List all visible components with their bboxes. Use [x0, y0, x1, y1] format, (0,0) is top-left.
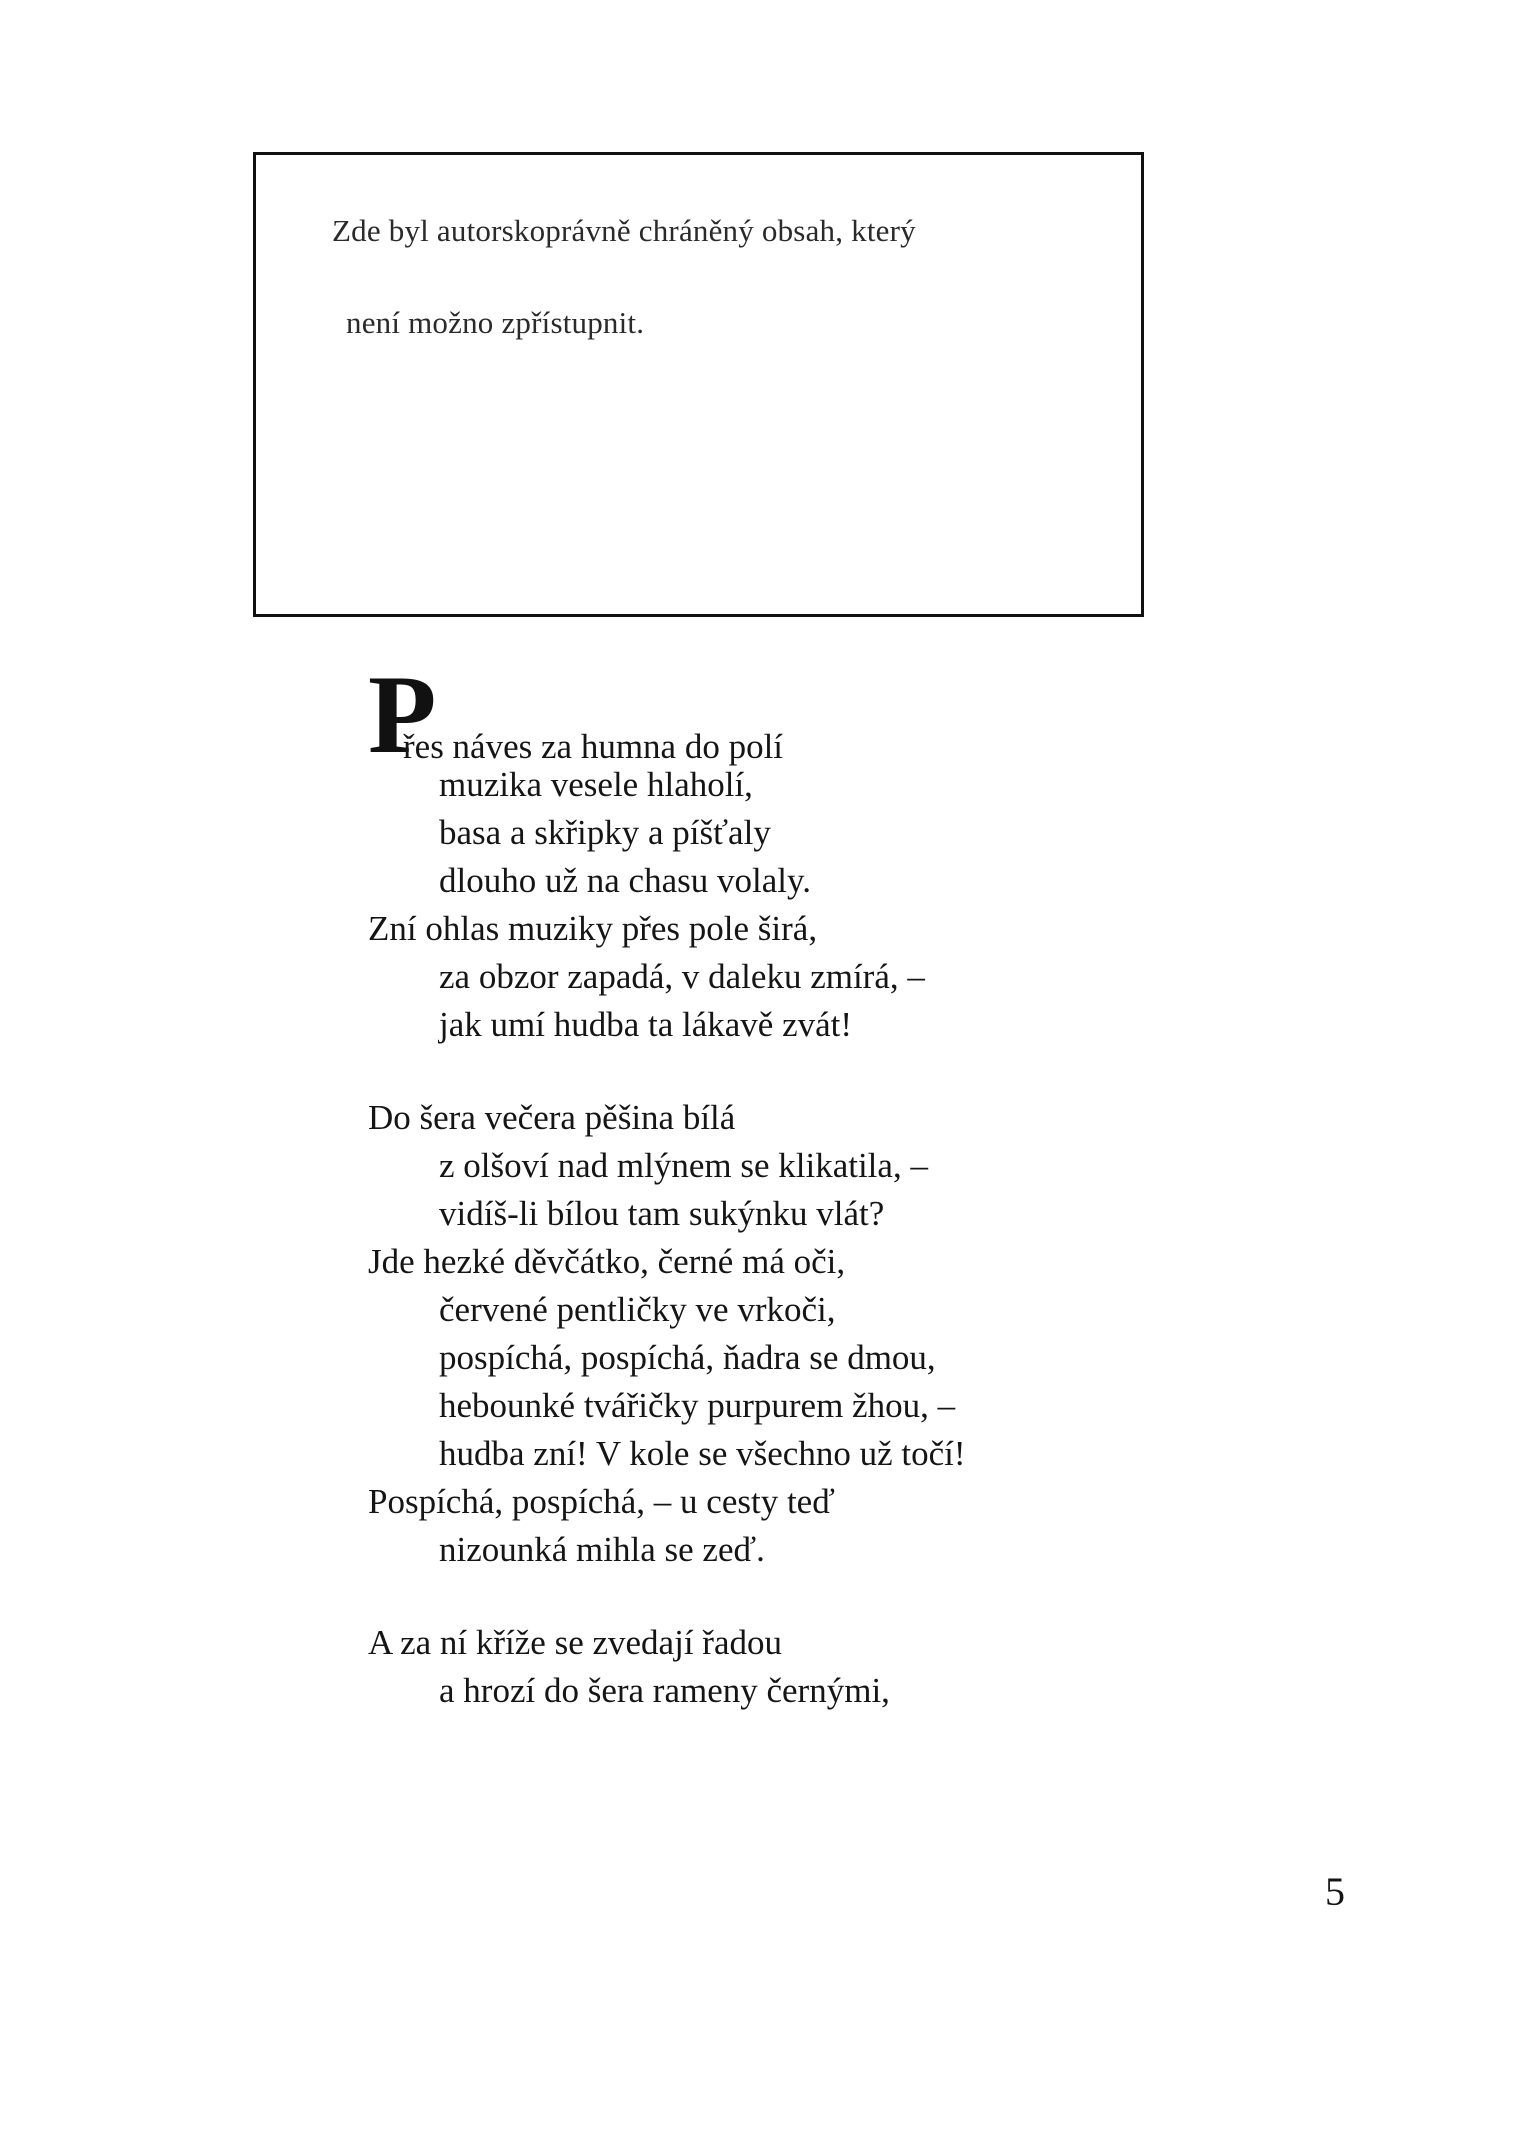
poem-first-line-text: řes náves za humna do polí [403, 727, 784, 766]
verse-line: hudba zní! V kole se všechno už točí! [439, 1434, 966, 1473]
verse-line: Pospíchá, pospíchá, – u cesty teď [368, 1482, 835, 1521]
verse-line: nizounká mihla se zeď. [439, 1530, 765, 1569]
verse-line: jak umí hudba ta lákavě zvát! [439, 1005, 853, 1044]
verse-line: dlouho už na chasu volaly. [439, 861, 811, 900]
verse-line: Jde hezké děvčátko, černé má oči, [368, 1242, 846, 1281]
page-number: 5 [1325, 1869, 1345, 1914]
verse-line: červené pentličky ve vrkoči, [439, 1290, 836, 1329]
drop-cap: P [368, 653, 437, 777]
verse-line: vidíš-li bílou tam sukýnku vlát? [439, 1194, 885, 1233]
verse-line: a hrozí do šera rameny černými, [439, 1671, 890, 1710]
verse-line: A za ní kříže se zvedají řadou [368, 1623, 782, 1662]
verse-line: hebounké tvářičky purpurem žhou, – [439, 1386, 956, 1425]
verse-line: pospíchá, pospíchá, ňadra se dmou, [439, 1338, 936, 1377]
verse-line: muzika vesele hlaholí, [439, 765, 753, 804]
verse-line: Do šera večera pěšina bílá [368, 1098, 736, 1137]
verse-line: Zní ohlas muziky přes pole širá, [368, 909, 818, 948]
copyright-notice-line-2: není možno zpřístupnit. [346, 305, 645, 340]
verse-line: basa a skřipky a píšťaly [439, 813, 771, 852]
verse-line: z olšoví nad mlýnem se klikatila, – [439, 1146, 928, 1185]
copyright-notice-line-1: Zde byl autorskoprávně chráněný obsah, který [332, 213, 916, 248]
verse-line: za obzor zapadá, v daleku zmírá, – [439, 957, 925, 996]
